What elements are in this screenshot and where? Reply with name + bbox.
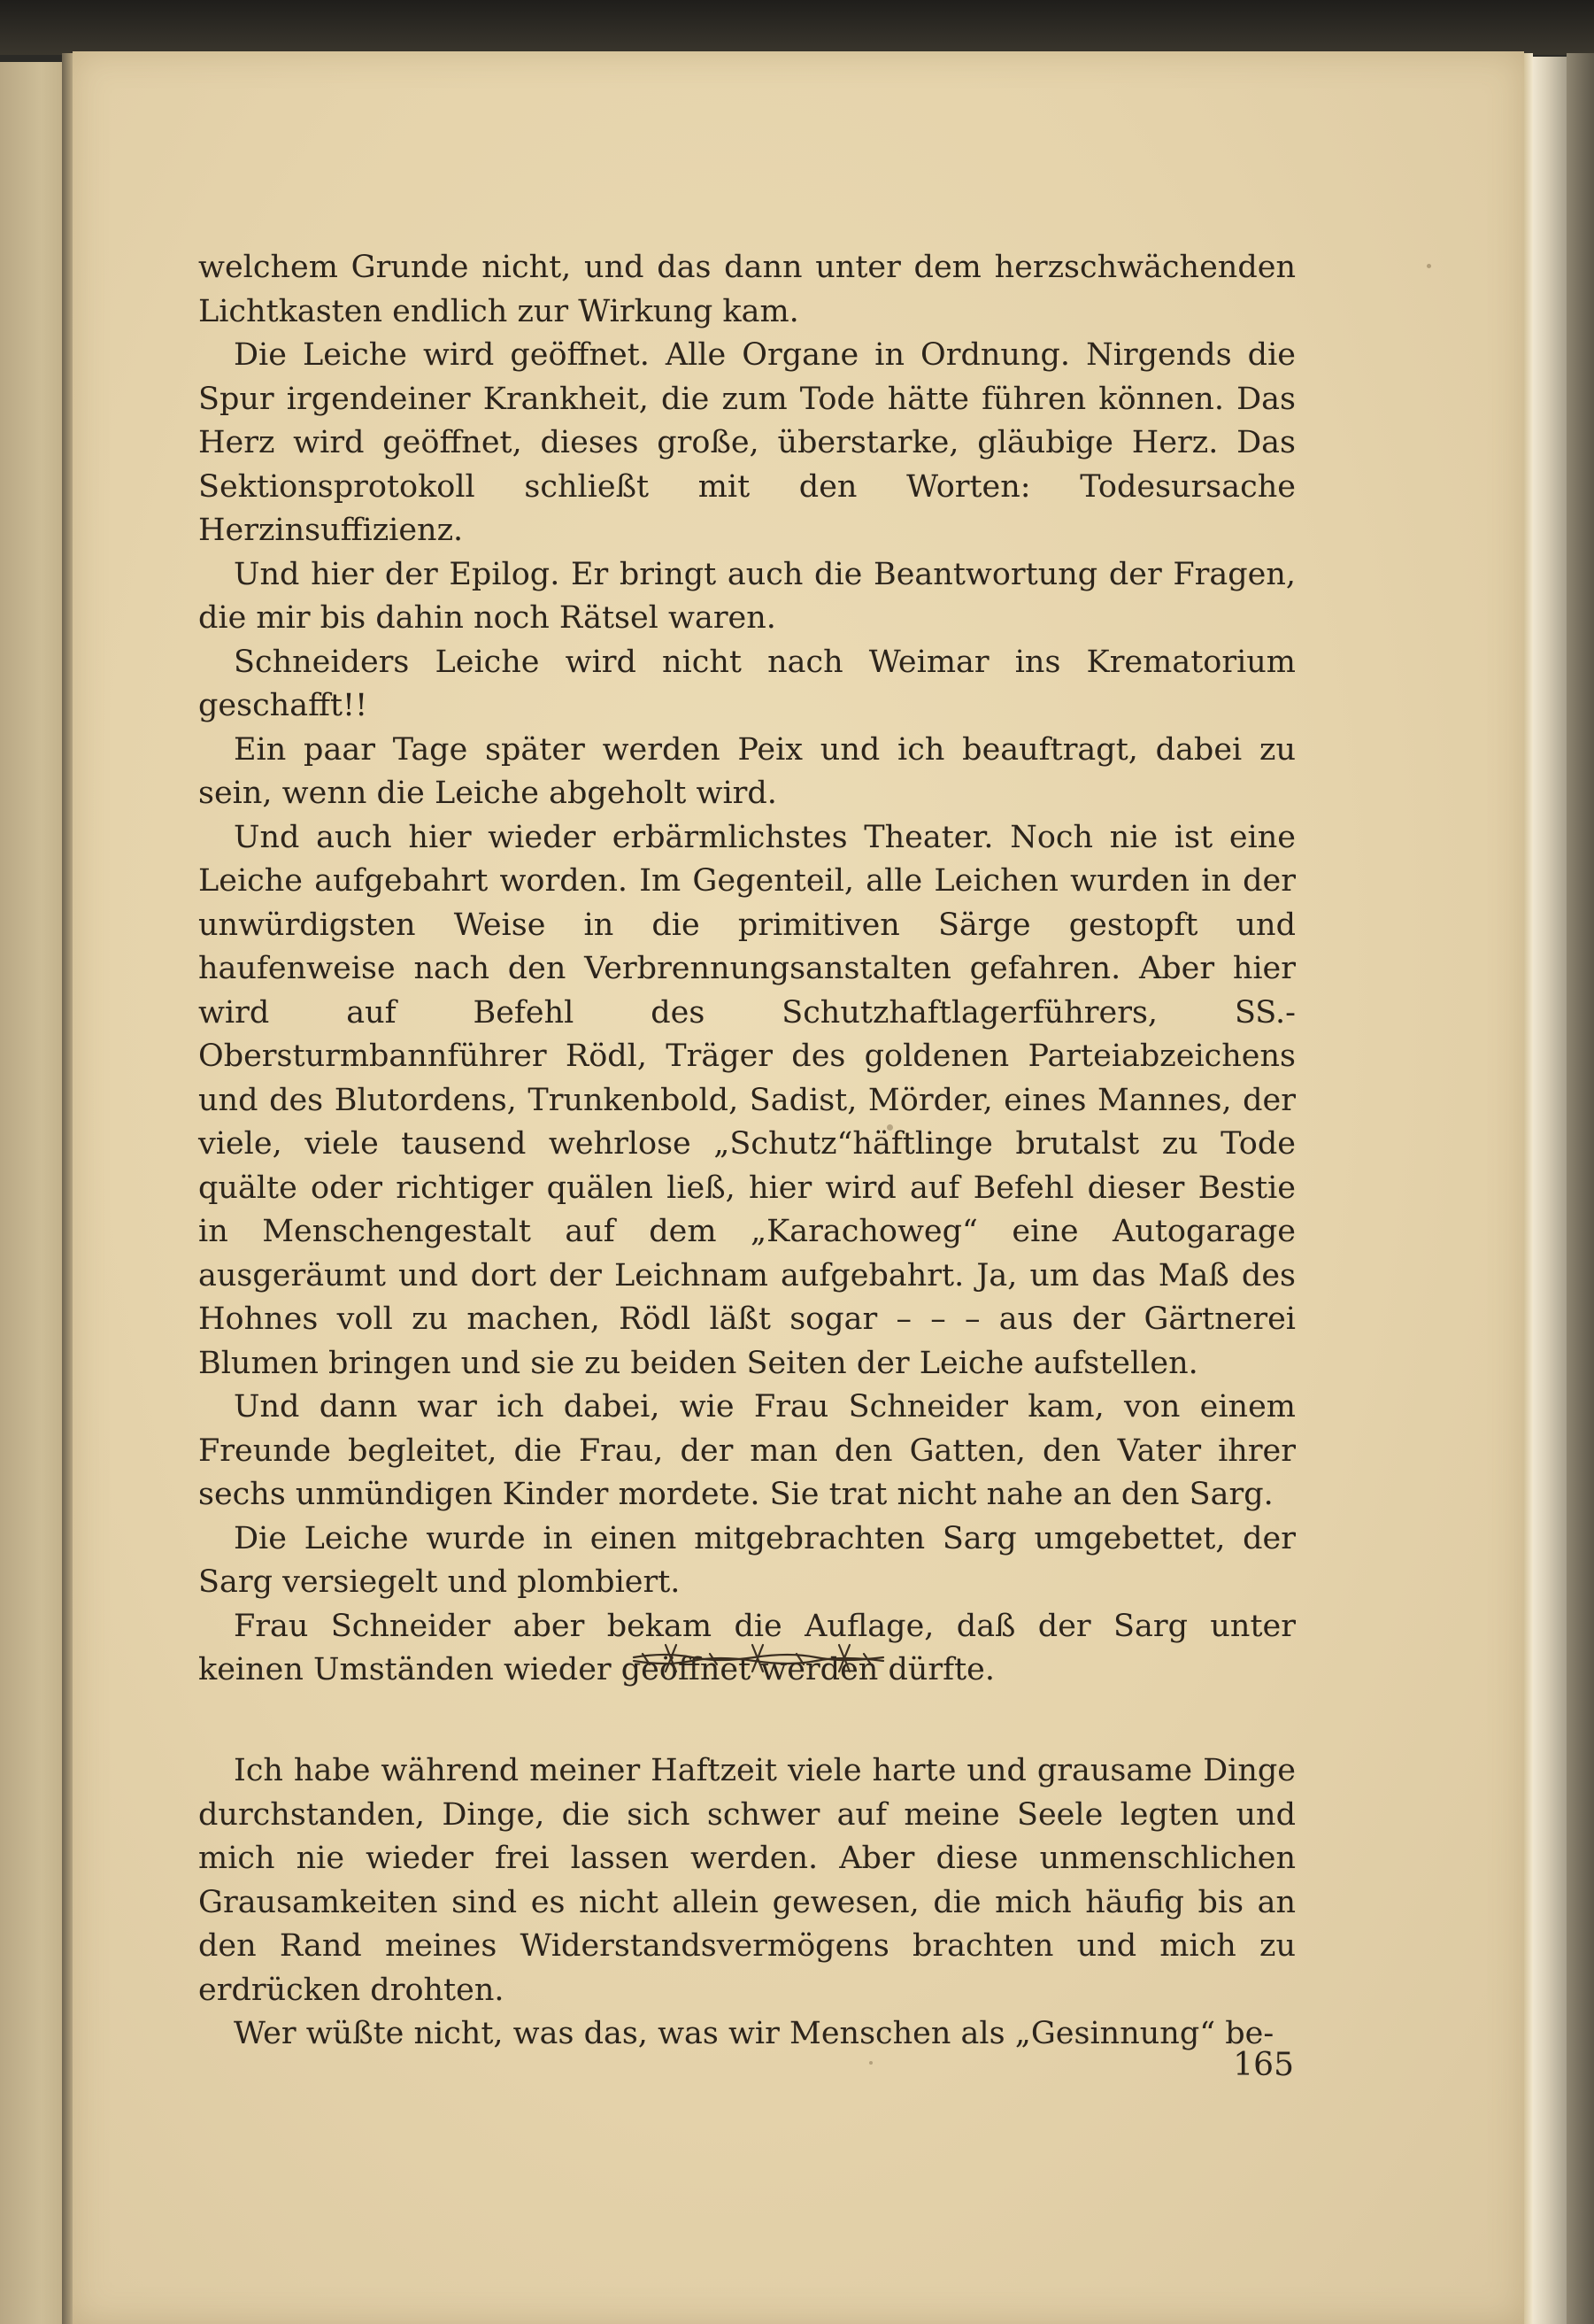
facing-page-edge (0, 62, 69, 2324)
page-right-edge (1524, 53, 1533, 2324)
page-stack-edge (1533, 57, 1567, 2324)
body-text-upper (198, 246, 1296, 1693)
body-text-lower (198, 1749, 1296, 2057)
paragraph: Und dann war ich dabei, wie Frau Schneider kam, von einem Freunde begleitet, die Frau, der man den Gatten, den Vater ihrer sechs unmündigen Kinder mordete. Sie trat nicht nahe an den Sarg. (198, 1389, 1296, 1512)
paragraph: Wer wüßte nicht, was das, was wir Menschen als „Gesinnung“ be- (234, 2016, 1274, 2051)
paper-speck (1427, 264, 1431, 268)
paper-speck (869, 2061, 873, 2065)
cover-edge (1567, 53, 1594, 2324)
paragraph: Frau Schneider aber bekam die Auflage, daß der Sarg unter keinen Umständen wieder geöffnet werden dürfte. (198, 1608, 1296, 1687)
paragraph: Und auch hier wieder erbärmlichstes Theater. Noch nie ist eine Leiche aufgebahrt worden. Im Gegenteil, alle Leichen wurden in der unwürdigsten Weise in die primitiven Särge gestopft und haufenweise nach den Verbrennungsanstalten gefahren. Aber hier wird auf Befehl des Schutzhaftlagerführers, SS.-Obersturmbannführer Rödl, Träger des goldenen Parteiabzeichens und des Blutordens, Trunkenbold, Sadist, Mörder, eines Mannes, der viele, viele tausend wehrlose „Schutz“häftlinge brutalst zu Tode quälte oder richtiger quälen ließ, hier wird auf Befehl dieser Bestie in Menschengestalt auf dem „Karachoweg“ eine Autogarage ausgeräumt und dort der Leichnam aufgebahrt. Ja, um das Maß des Hohnes voll zu machen, Rödl läßt sogar – – – aus der Gärtnerei Blumen bringen und sie zu beiden Seiten der Leiche aufstellen. (198, 819, 1296, 1381)
paragraph: Die Leiche wird geöffnet. Alle Organe in Ordnung. Nirgends die Spur irgendeiner Krankheit, die zum Tode hätte führen können. Das Herz wird geöffnet, dieses große, überstarke, gläubige Herz. Das Sektionsprotokoll schließt mit den Worten: Todesursache Herzinsuffizienz. (198, 337, 1296, 548)
barbed-wire-divider-icon (630, 1640, 887, 1675)
paragraph: Ich habe während meiner Haftzeit viele harte und grausame Dinge durchstanden, Dinge, die sich schwer auf meine Seele legten und mich nie wieder frei lassen werden. Aber diese unmenschlichen Grausamkeiten sind es nicht allein gewesen, die mich häufig bis an den Rand meines Widerstandsvermögens brachten und mich zu erdrücken drohten. (198, 1753, 1296, 2008)
paragraph: Und hier der Epilog. Er bringt auch die Beantwortung der Fragen, die mir bis dahin noch Rätsel waren. (198, 556, 1296, 636)
paragraph: Ein paar Tage später werden Peix und ich beauftragt, dabei zu sein, wenn die Leiche abgeholt wird. (198, 731, 1296, 811)
scan-background (0, 0, 1594, 55)
paragraph: Schneiders Leiche wird nicht nach Weimar ins Krematorium geschafft!! (198, 644, 1296, 723)
paragraph: Die Leiche wurde in einen mitgebrachten Sarg umgebettet, der Sarg versiegelt und plombiert. (198, 1520, 1296, 1600)
paragraph: welchem Grunde nicht, und das dann unter dem herzschwächenden Lichtkasten endlich zur Wirkung kam. (198, 250, 1296, 329)
page-number: 165 (1233, 2047, 1294, 2083)
